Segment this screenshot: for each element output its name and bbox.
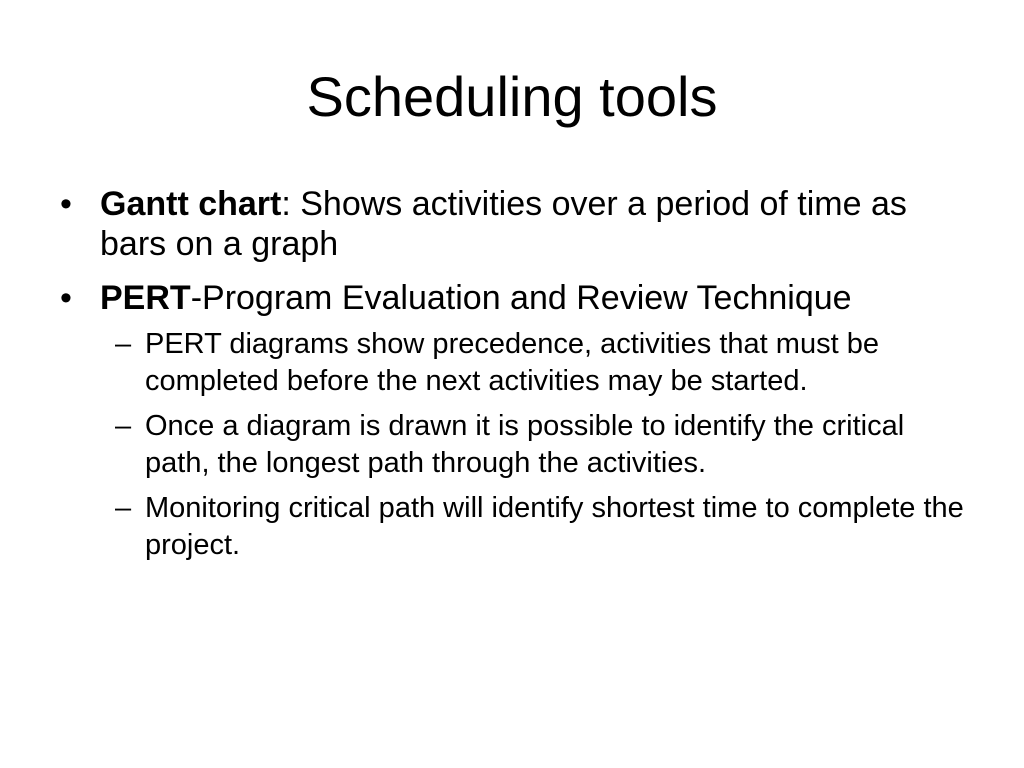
subbullet-critical-path: [60, 408, 970, 482]
bullet-text: -Program Evaluation and Review Technique: [190, 279, 852, 317]
subbullet-marker: –: [115, 410, 132, 442]
pert-subbullets: [60, 326, 970, 564]
subbullet-text: PERT diagrams show precedence, activities that must be completed before the next activities may be started.: [145, 328, 879, 397]
subbullet-monitoring: [60, 490, 970, 564]
subbullet-text: Monitoring critical path will identify shortest time to complete the project.: [145, 492, 964, 561]
bullet-gantt-chart: [60, 184, 970, 264]
bullet-term: Gantt chart: [100, 185, 282, 223]
bullet-text: : Shows activities over a period of time as bars on a graph: [100, 185, 907, 263]
subbullet-text: Once a diagram is drawn it is possible to identify the critical path, the longest path through the activities.: [145, 410, 905, 479]
bullet-pert: [60, 278, 970, 318]
slide-body: [60, 184, 970, 572]
bullet-term: PERT: [100, 279, 191, 317]
subbullet-marker: –: [115, 328, 132, 360]
subbullet-marker: –: [115, 492, 132, 524]
slide-title: Scheduling tools: [306, 65, 718, 128]
subbullet-precedence: [60, 326, 970, 400]
bullet-marker: •: [60, 185, 72, 223]
bullet-marker: •: [60, 279, 72, 317]
